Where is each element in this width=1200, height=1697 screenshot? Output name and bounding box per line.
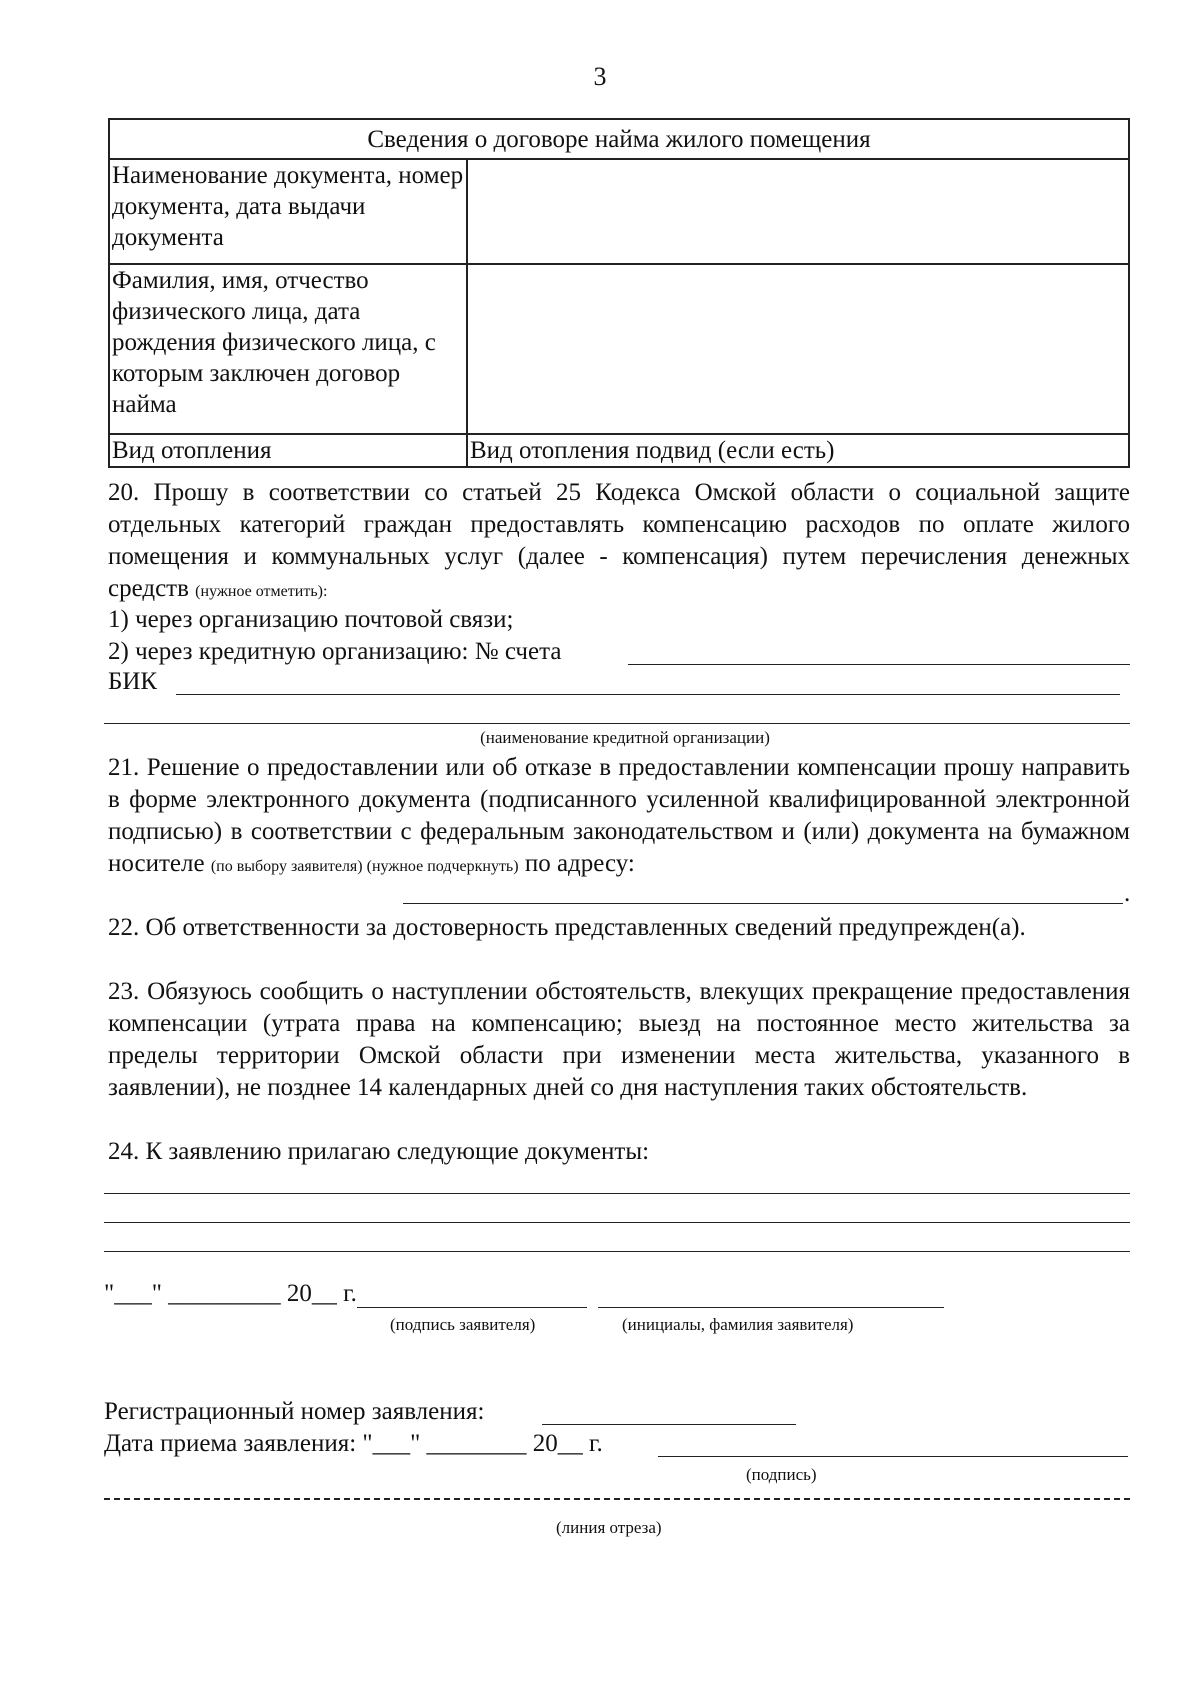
lease-info-table [108,118,1130,468]
bik-line[interactable] [176,694,1120,695]
bank-name-line[interactable] [104,723,1130,724]
item-20 [108,477,1130,608]
doc-label: Наименование документа, номер документа, дата выдачи документа [109,159,467,264]
table-header: Сведения о договоре найма жилого помещения [109,119,1129,159]
account-line[interactable] [628,664,1130,665]
item-20-text: 20. Прошу в соответствии со статьей 25 Кодекса Омской области о социальной защите отдельных категорий граждан предоставлять компенсацию расходов по оплате жилого помещения и коммунальных услуг (далее - компенсация) путем перечисления денежных средств [108,479,1130,602]
reg-number-label: Регистрационный номер заявления: [104,1398,485,1425]
attachments-line-3[interactable] [104,1251,1130,1252]
page-number: 3 [593,62,607,91]
name-line[interactable] [598,1307,944,1308]
cut-line [104,1498,1130,1500]
reg-date-label: Дата приема заявления: "___" ________ 20__ г. [104,1430,603,1457]
item-21-note: (по выбору заявителя) (нужное подчеркнуть) [210,858,519,875]
option-post: 1) через организацию почтовой связи; [108,606,514,633]
address-end: . [1124,880,1131,907]
signature-line[interactable] [357,1307,587,1308]
bank-caption: (наименование кредитной организации) [480,728,770,747]
heating-value[interactable]: Вид отопления подвид (если есть) [467,434,1129,467]
item-23: 23. Обязуюсь сообщить о наступлении обстоятельств, влекущих прекращение предоставления компенсации (утрата права на компенсацию; выезд на постоянное место жительства за пределы территории Омской области при изменении места жительства, указанного в заявлении), не позднее 14 календарных дней со дня наступления таких обстоятельств. [108,978,1130,1101]
address-line[interactable] [403,903,1123,904]
attachments-line-2[interactable] [104,1222,1130,1223]
item-20-note: (нужное отметить): [195,583,328,600]
signature-date: "___" _________ 20__ г. [104,1280,357,1307]
attachments-line-1[interactable] [104,1193,1130,1194]
fio-value[interactable] [467,264,1129,434]
item-24: 24. К заявлению прилагаю следующие документы: [108,1138,650,1165]
name-caption: (инициалы, фамилия заявителя) [622,1315,854,1334]
bik-label: БИК [108,668,158,695]
fio-label: Фамилия, имя, отчество физического лица, дата рождения физического лица, с которым заключен договор найма [109,264,467,434]
reg-number-line[interactable] [542,1424,796,1425]
doc-value[interactable] [467,159,1129,264]
option-bank: 2) через кредитную организацию: № счета [108,638,562,665]
cut-caption: (линия отреза) [556,1518,662,1537]
reg-sign-caption: (подпись) [746,1465,817,1484]
item-21-text: 21. Решение о предоставлении или об отказе в предоставлении компенсации прошу направить в форме электронного документа (подписанного усиленной квалифицированной электронной подписью) в соответствии с федеральным законодательством и (или) документа на бумажном носителе [108,754,1130,877]
reg-sign-line[interactable] [658,1456,1128,1457]
item-21 [108,752,1130,883]
signature-caption: (подпись заявителя) [390,1315,536,1334]
heating-label: Вид отопления [109,434,467,467]
item-22: 22. Об ответственности за достоверность представленных сведений предупрежден(а). [108,914,1026,941]
address-label: по адресу: [524,850,635,877]
